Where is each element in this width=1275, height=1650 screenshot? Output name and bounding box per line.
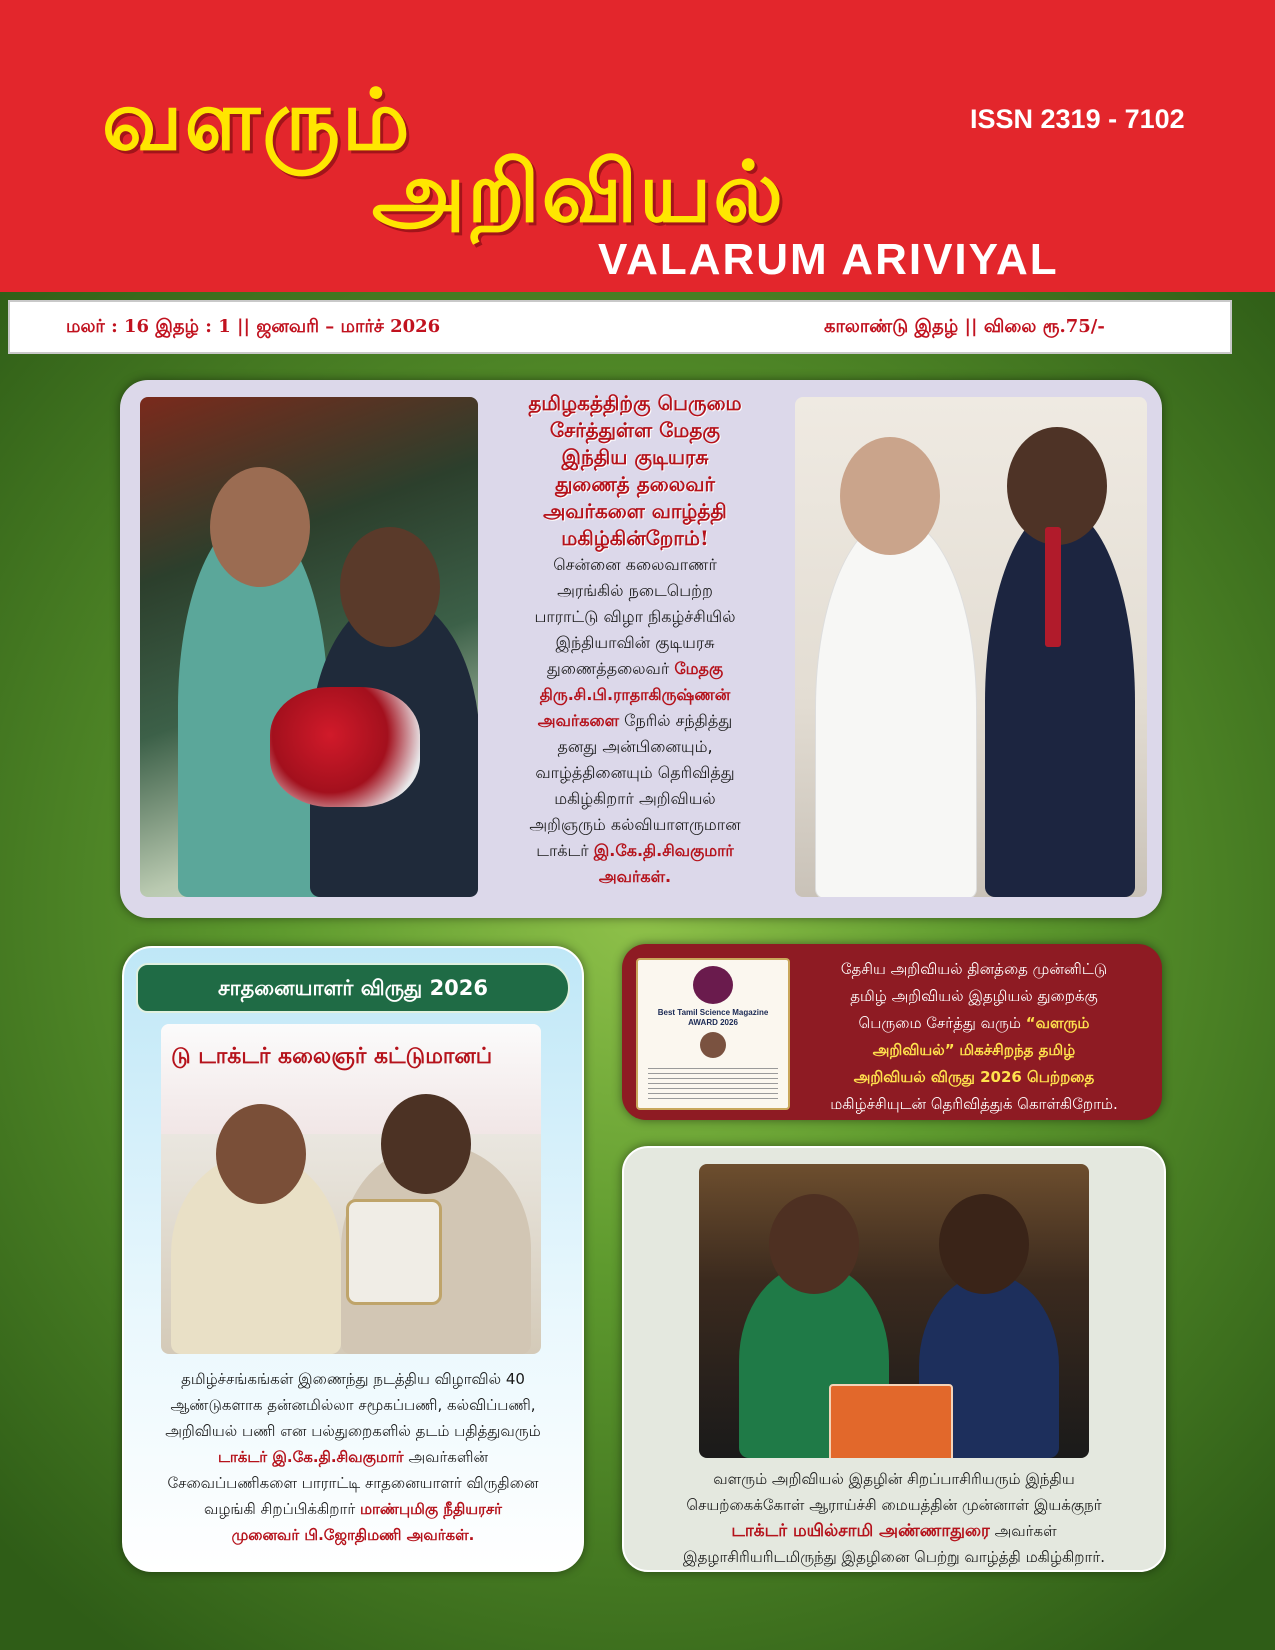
magazine-title-english: VALARUM ARIVIYAL xyxy=(598,235,1059,284)
editor-meeting-panel xyxy=(622,1146,1166,1572)
magazine-copy xyxy=(829,1384,953,1458)
flower-bouquet xyxy=(270,687,420,807)
certificate-title: Best Tamil Science Magazine AWARD 2026 xyxy=(657,1008,769,1027)
achiever-award-text xyxy=(134,1366,572,1548)
portrait-icon xyxy=(700,1032,726,1058)
award-body-part: தமிழ்ச்சங்கங்கள் இணைந்து நடத்திய விழாவில் 40 ஆண்டுகளாக தன்னமில்லா சமூகப்பணி, கல்விப்பணி, அறிவியல் பணி என பல்துறைகளில் தடம் பதித்துவரும் xyxy=(165,1370,541,1440)
magazine-award-body: மகிழ்ச்சியுடன் தெரிவித்துக் கொள்கிறோம். xyxy=(830,1095,1118,1113)
award-certificate xyxy=(636,958,790,1110)
feature-body-part: சென்னை கலைவாணர் அரங்கில் நடைபெற்ற பாராட்டு விழா நிகழ்ச்சியில் இந்தியாவின் குடியரசு xyxy=(534,555,736,652)
magazine-title-tamil-line2: அறிவியல் xyxy=(372,143,785,241)
feature-body-part: துணைத்தலைவர் xyxy=(546,659,670,678)
meeting-body-part: அவர்கள் இதழாசிரியரிடமிருந்து இதழினை பெற்று வாழ்த்தி மகிழ்கிறார். xyxy=(683,1522,1105,1566)
banner-text: டு டாக்டர் கலைஞர் கட்டுமானப் xyxy=(171,1044,493,1069)
issn-number: ISSN 2319 - 7102 xyxy=(970,104,1185,134)
feature-highlight: அவர்கள். xyxy=(598,867,672,886)
achiever-award-panel xyxy=(122,946,584,1572)
feature-highlight: அவர்களை xyxy=(537,711,620,730)
honoree-name: டாக்டர் இ.கே.தி.சிவகுமார் xyxy=(217,1448,404,1466)
vice-president-feature-panel xyxy=(120,380,1162,918)
person-head xyxy=(939,1194,1029,1294)
feature-body-part: நேரில் சந்தித்து தனது அன்பினையும், வாழ்த்தினையும் தெரிவித்து மகிழ்கிறார் அறிவியல் அறிஞரும் கல்வியாளருமான டாக்டர் xyxy=(529,711,741,860)
honoree-name: இ.கே.தி.சிவகுமார் xyxy=(593,841,734,860)
vice-president-feature-text xyxy=(470,390,800,890)
necktie xyxy=(1045,527,1061,647)
feature-body xyxy=(470,552,800,890)
standing-photo xyxy=(795,397,1147,897)
vice-president-name: திரு.சி.பி.ராதாகிருஷ்ணன் xyxy=(539,685,731,704)
person-figure xyxy=(815,517,977,897)
event-banner xyxy=(161,1024,541,1134)
masthead xyxy=(0,0,1275,292)
magazine-award-panel xyxy=(622,944,1162,1120)
person-head xyxy=(210,467,310,587)
person-head xyxy=(840,437,940,555)
badge-label: சாதனையாளர் விருது 2026 xyxy=(217,976,489,1000)
award-body-part: அவர்களின் சேவைப்பணிகளை பாராட்டி சாதனையாளர் விருதினை வழங்கி சிறப்பிக்கிறார் xyxy=(167,1448,539,1518)
magazine-award-body: தேசிய அறிவியல் தினத்தை முன்னிட்டு தமிழ் அறிவியல் இதழியல் துறைக்கு பெருமை சேர்த்து வரும் xyxy=(840,960,1108,1032)
achiever-award-badge xyxy=(136,963,570,1013)
quarterly-price: காலாண்டு இதழ் || விலை ரூ.75/- xyxy=(824,316,1105,337)
issue-info-bar xyxy=(8,300,1232,354)
issue-number-date: மலர் : 16 இதழ் : 1 || ஜனவரி – மார்ச் 2026 xyxy=(66,316,441,337)
person-head xyxy=(216,1104,306,1204)
person-head xyxy=(381,1094,471,1194)
feature-highlight: மேதகு xyxy=(674,659,724,678)
presenter-name: மாண்புமிகு நீதியரசர் முனைவர் பி.ஜோதிமணி அவர்கள். xyxy=(231,1500,503,1544)
award-plaque xyxy=(346,1199,442,1305)
shawl-honour-photo xyxy=(699,1164,1089,1458)
magazine-title-tamil-line1: வளரும் xyxy=(102,71,412,169)
award-highlight: மிகச்சிறந்த தமிழ் அறிவியல் விருது 2026 பெற்றதை xyxy=(853,1041,1095,1086)
award-ceremony-photo xyxy=(161,1024,541,1354)
feature-headline: தமிழகத்திற்கு பெருமை சேர்த்துள்ள மேதகு இந்திய குடியரசு துணைத் தலைவர் அவர்களை வாழ்த்தி மகிழ்கின்றோம்! xyxy=(528,391,742,550)
magazine-name-quote: “வளரும் அறிவியல்” xyxy=(872,1014,1090,1059)
meeting-body-part: வளரும் அறிவியல் இதழின் சிறப்பாசிரியரும் இந்திய செயற்கைக்கோள் ஆராய்ச்சி மையத்தின் முன்னாள் இயக்குநர் xyxy=(686,1470,1102,1514)
certificate-fine-print xyxy=(648,1068,778,1102)
person-head xyxy=(769,1194,859,1294)
person-head xyxy=(340,527,440,647)
award-seal-icon xyxy=(693,966,733,1004)
magazine-award-text xyxy=(794,956,1154,1118)
bouquet-photo xyxy=(140,397,478,897)
editor-meeting-text xyxy=(634,1466,1154,1570)
guest-name: டாக்டர் மயில்சாமி அண்ணாதுரை xyxy=(731,1521,990,1541)
